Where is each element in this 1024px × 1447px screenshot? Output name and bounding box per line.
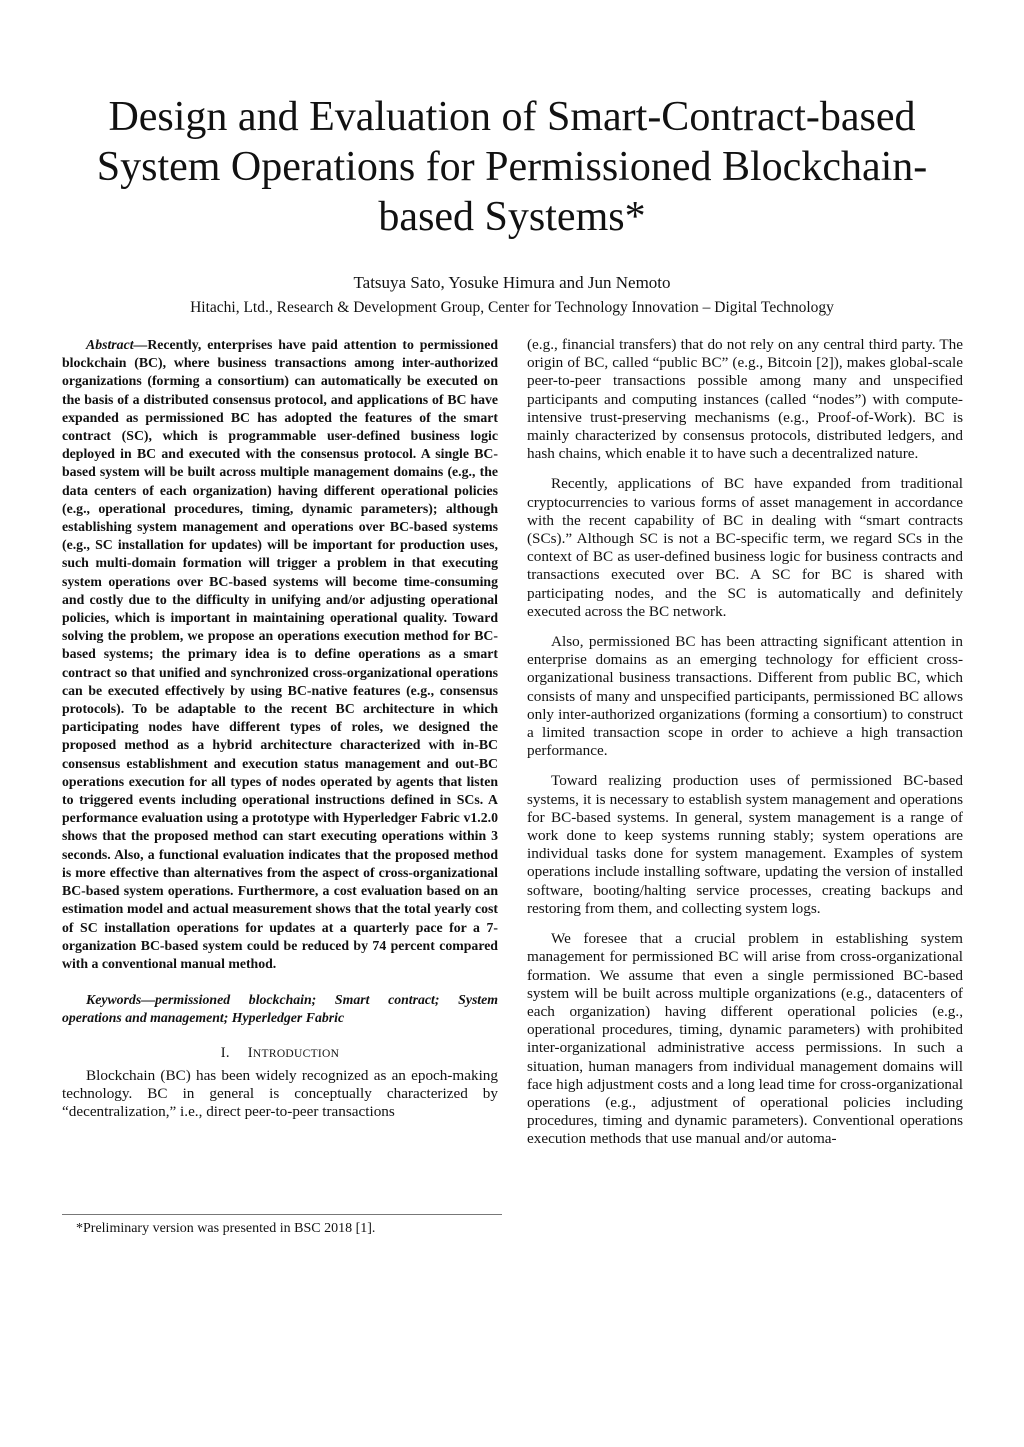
section-title-initial: I [247, 1044, 253, 1061]
affiliation: Hitachi, Ltd., Research & Development Group, Center for Technology Innovation – Digital Technology [190, 299, 834, 316]
body-paragraph: Toward realizing production uses of permissioned BC-based systems, it is necessary to establish system management and operations for BC-based systems. In general, system management is a range of work done to keep systems running stably; system operations are individual tasks done for system management. Examples of system operations include installing software, updating the version of installed software, booting/halting service processes, creating backups and restoring from them, and collecting system logs. [527, 772, 963, 917]
section-number: I. [220, 1044, 230, 1061]
abstract-label: Abstract— [86, 337, 148, 352]
section-title-rest: NTRODUCTION [252, 1047, 340, 1060]
keywords: Keywords—permissioned blockchain; Smart contract; System operations and management; Hyperledger Fabric [62, 992, 498, 1026]
paper-title: Design and Evaluation of Smart-Contract-based System Operations for Permissioned Blockchain-based Systems* [96, 94, 928, 240]
footnote-divider [62, 1214, 502, 1215]
abstract [62, 336, 498, 973]
body-paragraph: We foresee that a crucial problem in establishing system management for permissioned BC will arise from cross-organizational formation. We assume that even a single permissioned BC-based system will be built across multiple organizations (e.g., datacenters of each organization) having different operational policies (e.g., operational procedures, timing, dynamic parameters) with prohibited inter-organizational administrative access permissions. In such a situation, human managers from individual management domains will face high adjustment costs and a long lead time for cross-organizational operations (e.g., adjustment of operational policies including procedures, timing and dynamic parameters). Conventional operations execution methods that use manual and/or automa- [527, 930, 963, 1148]
left-column [62, 336, 498, 1121]
body-paragraph: Also, permissioned BC has been attracting significant attention in enterprise domains as an emerging technology for efficient cross-organizational business transactions. Different from public BC, which consists of many and unspecified participants, permissioned BC allows only inter-authorized organizations (forming a consortium) to construct a limited transaction scope in order to achieve a high transaction performance. [527, 633, 963, 760]
footnote: *Preliminary version was presented in BSC 2018 [1]. [76, 1221, 376, 1236]
abstract-text: Recently, enterprises have paid attention to permissioned blockchain (BC), where business transactions among inter-authorized organizations (forming a consortium) can automatically be executed on the basis of a distributed consensus protocol, and applications of BC have expanded as permissioned BC has adopted the features of the smart contract (SC), which is programmable user-defined business logic deployed in BC and executed with the consensus protocol. A single BC-based system will be built across multiple management domains (e.g., the data centers of each organization) having different operational policies (e.g., operational procedures, timing, dynamic parameters); although establishing system management and operations over BC-based systems (e.g., SC installation for updates) will be important for production uses, such multi-domain formation will trigger a problem in that executing system operations over BC-based systems will become time-consuming and costly due to the difficulty in unifying and/or adjusting operational policies, which is important in maintaining operational quality. Toward solving the problem, we propose an operations execution method for BC-based systems; the primary idea is to define operations as a smart contract so that unified and synchronized cross-organizational operations can be executed effectively by using BC-native features (e.g., consensus protocols). To be adaptable to the recent BC architecture in which participating nodes have different types of roles, we designed the proposed method as a hybrid architecture characterized with in-BC consensus establishment and execution status management and out-BC operations execution for all types of nodes operated by agents that listen to triggered events including operational instructions defined in SCs. A performance evaluation using a prototype with Hyperledger Fabric v1.2.0 shows that the proposed method can start executing operations within 3 seconds. Also, a functional evaluation indicates that the proposed method is more effective than alternatives from the aspect of cross-organizational BC-based system operations. Furthermore, a cost evaluation based on an estimation model and actual measurement shows that the total yearly cost of SC installation operations for updates at a quarterly pace for a 7-organization BC-based system could be reduced by 74 percent compared with a conventional manual method. [62, 337, 498, 971]
section-heading-introduction [62, 1044, 498, 1063]
body-paragraph: Recently, applications of BC have expanded from traditional cryptocurrencies to various forms of asset management in accordance with the recent capability of BC in dealing with “smart contracts (SCs).” Although SC is not a BC-specific term, we regard SCs in the context of BC as user-defined business logic for business contracts and transactions executed over BC. A SC for BC is shared with participating nodes, and the SC is automatically and definitely executed across the BC network. [527, 475, 963, 620]
right-column [527, 336, 963, 1149]
body-paragraph: Blockchain (BC) has been widely recognized as an epoch-making technology. BC in general is conceptually characterized by “decentralization,” i.e., direct peer-to-peer transactions [62, 1066, 498, 1121]
body-paragraph: (e.g., financial transfers) that do not rely on any central third party. The origin of BC, called “public BC” (e.g., Bitcoin [2]), makes global-scale peer-to-peer transactions possible among many and unspecified participants and computing instances (called “nodes”) with compute-intensive trust-preserving mechanisms (e.g., Proof-of-Work). BC is mainly characterized by consensus protocols, distributed ledgers, and hash chains, which enable it to have such a decentralized nature. [527, 336, 963, 463]
author-list: Tatsuya Sato, Yosuke Himura and Jun Nemoto [353, 273, 671, 292]
